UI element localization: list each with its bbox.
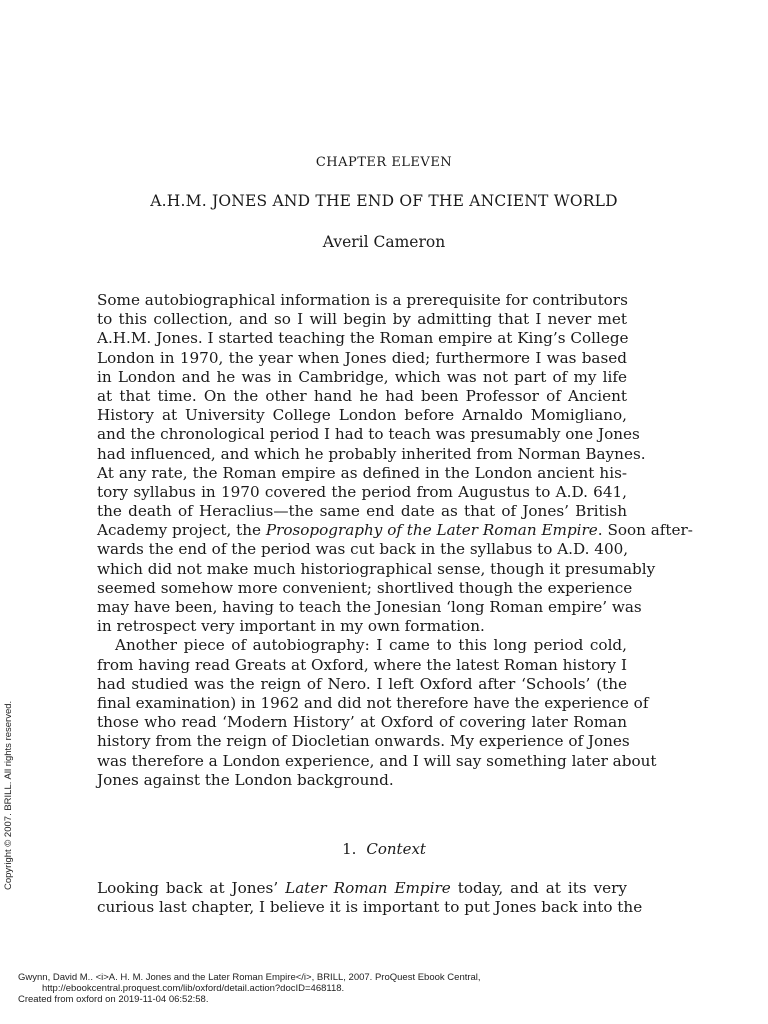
text-line: history from the reign of Diocletian onwards. My experience of Jones [97,732,630,751]
text-line: Another piece of autobiography: I came to this long period cold, [115,636,627,655]
text-line: to this collection, and so I will begin by admitting that I never met [97,310,627,329]
book-title-italic: Later Roman Empire [285,879,451,897]
text-line: At any rate, the Roman empire as defined in the London ancient his- [97,463,627,482]
text-run: Academy project, the [97,521,266,540]
text-line: curious last chapter, I believe it is important to put Jones back into the [97,898,643,917]
text-line: was therefore a London experience, and I will say something later about [97,751,657,770]
text-line: may have been, having to teach the Jonesian ‘long Roman empire’ was [97,598,642,616]
text-line: A.H.M. Jones. I started teaching the Roman empire at King’s College [97,329,629,348]
section-number: 1. [342,840,357,858]
section-heading [0,840,768,858]
chapter-title: A.H.M. JONES AND THE END OF THE ANCIENT WORLD [150,192,618,210]
text-line: seemed somehow more convenient; shortlived though the experience [97,578,633,597]
text-line: History at University College London before Arnaldo Momigliano, [97,406,627,425]
copyright-notice: Copyright © 2007. BRILL. All rights reserved. [3,700,14,890]
text-line: those who read ‘Modern History’ at Oxford of covering later Roman [97,713,627,732]
text-line: Some autobiographical information is a prerequisite for contributors [97,291,628,309]
text-line: final examination) in 1962 and did not therefore have the experience of [97,693,649,712]
text-line: Jones against the London background. [97,770,394,789]
text-run: Looking back at Jones’ [97,879,286,897]
text-line [97,879,627,898]
chapter-label: CHAPTER ELEVEN [315,155,453,170]
body-paragraph-context [97,879,643,917]
text-line: which did not make much historiographical sense, though it presumably [97,559,656,578]
citation-date: Created from oxford on 2019-11-04 06:52:58. [18,994,209,1005]
text-line: in retrospect very important in my own formation. [97,617,485,636]
text-line [97,521,693,540]
body-paragraphs [97,291,693,790]
text-line: tory syllabus in 1970 covered the period from Augustus to A.D. 641, [97,482,627,501]
citation-link[interactable]: http://ebookcentral.proquest.com/lib/oxford/detail.action?docID=468118. [42,983,345,994]
text-line: the death of Heraclius—the same end date as that of Jones’ British [97,502,627,521]
text-line: wards the end of the period was cut back in the syllabus to A.D. 400, [97,540,629,559]
text-line: had studied was the reign of Nero. I left Oxford after ‘Schools’ (the [97,674,627,693]
citation-line: Gwynn, David M.. <i>A. H. M. Jones and the Later Roman Empire</i>, BRILL, 2007. ProQuest Ebook Central, [18,972,481,983]
book-title-italic: Prosopography of the Later Roman Empire [265,521,598,540]
text-line: had influenced, and which he probably inherited from Norman Baynes. [97,444,646,463]
text-line: and the chronological period I had to teach was presumably one Jones [97,425,640,444]
text-line: in London and he was in Cambridge, which was not part of my life [97,367,627,386]
citation-footer [18,972,481,1005]
author-name: Averil Cameron [322,233,446,251]
text-line: at that time. On the other hand he had been Professor of Ancient [97,386,627,405]
text-line: London in 1970, the year when Jones died; furthermore I was based [97,348,627,367]
text-run: . Soon after- [597,521,693,540]
text-run: today, and at its very [450,879,627,897]
text-line: from having read Greats at Oxford, where the latest Roman history I [97,655,627,674]
section-name: Context [366,840,426,858]
